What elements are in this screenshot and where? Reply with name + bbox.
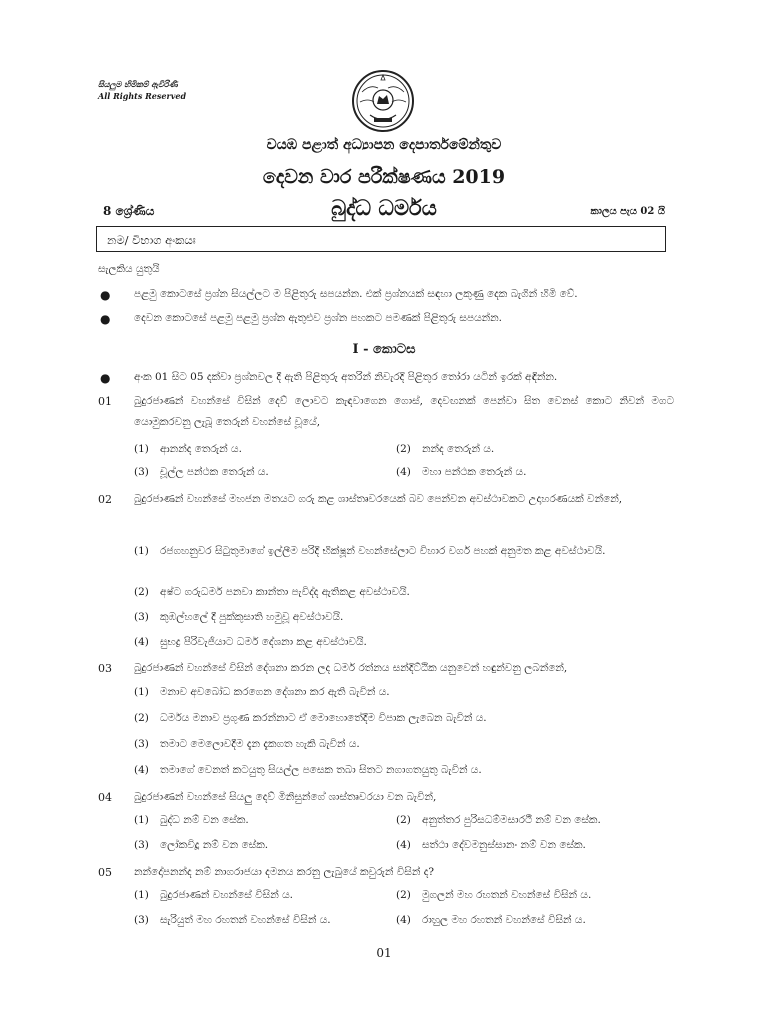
- time-allowed: කාලය පැය 02 යි: [590, 206, 665, 217]
- national-emblem-icon: [350, 68, 416, 134]
- option[interactable]: (3) ලෝකවිදූ නම් වන සේක.: [134, 839, 269, 851]
- option[interactable]: (3) චූල්ල පන්ථක තෙරුන් ය.: [134, 466, 269, 478]
- rights-notice: [98, 78, 186, 102]
- option[interactable]: (4) සත්ථා දේවමනුස්සානං නම් වන සේක.: [396, 839, 586, 851]
- instruction-item: ● දෙවන කොටසේ පළමු පළමු ප්‍රශ්න ඇතුළුව ප්‍රශ්න පහකට පමණක් පිළිතුරු සපයන්න.: [100, 312, 503, 326]
- rights-english: All Rights Reserved: [98, 91, 187, 101]
- option[interactable]: (3) තමාට මෙලොවදීම දැන දැකගත හැකි බැවින් ය.: [134, 738, 360, 750]
- question-number: 02: [98, 493, 112, 506]
- question-number: 03: [98, 662, 112, 675]
- option[interactable]: (4) රාහුල මහ රහතන් වහන්සේ විසින් ය.: [396, 914, 586, 926]
- question-text: නන්දෝපනන්ද නම් නාගරාජයා දමනය කරනු ලැබුයේ කවුරුන් විසින් ද?: [134, 866, 434, 878]
- section-instruction: ● අංක 01 සිට 05 දක්වා ප්‍රශ්නවල දී ඇති පිළිතුරු අතරින් නිවැරදි පිළිතුර තෝරා යටින් ඉරක් අඳින්න.: [100, 371, 558, 385]
- instruction-item: ● පළමු කොටසේ ප්‍රශ්න සියල්ලට ම පිළිතුරු සපයන්න. එක් ප්‍රශ්නයක් සඳහා ලකුණු දෙක බැගින් හිමි වේ.: [100, 288, 578, 302]
- question-text: බුදුරජාණන් වහන්සේ මහජන මතයට ගරු කළ ශාස්තෘවරයෙක් බව පෙන්වන අවස්ථාවකට උදාහරණයක් වන්නේ,: [134, 493, 623, 505]
- question-text: බුදුරජාණන් වහන්සේ විසින් දෙව් ලොවට කැඳවාගෙන ගොස්, දෙවඟනක් පෙන්වා සිත වෙනස් කොට නිවන් මගට යොමුකරවනු ලැබූ තෙරුන් වහන්සේ වූයේ,: [134, 395, 674, 428]
- grade-label: 8 ශ්‍රේණිය: [103, 204, 155, 218]
- exam-title: දෙවන වාර පරීක්ෂණය 2019: [262, 166, 506, 188]
- option[interactable]: (2) අනුත්තර පුරිසධම්මසාරථී නම් වන සේක.: [396, 814, 601, 826]
- option[interactable]: (4) සුභද්‍ර පිරිවැජියාට ධර්ම දේශනා කළ අවස්ථාවයි.: [134, 636, 367, 648]
- instructions-heading: සැලකිය යුතුයි: [98, 263, 160, 275]
- option[interactable]: (2) ධර්මය මනාව ප්‍රගුණ කරන්නාට ඒ මොහොතේදීම විපාක ලැබෙන බැවින් ය.: [134, 712, 487, 724]
- question-text: බුදුරජාණන් වහන්සේ සියලු දෙව් මිනිසුන්ගේ ශාස්තෘවරයා වන බැවින්,: [134, 791, 437, 803]
- option[interactable]: (2) අෂ්ට ගරුධර්ම පනවා කාන්තා පැවිද්ද ඇතිකළ අවස්ථාවයි.: [134, 586, 410, 598]
- option[interactable]: (1) ආනන්ද තෙරුන් ය.: [134, 443, 242, 455]
- option[interactable]: (4) මහා පන්ථක තෙරුන් ය.: [396, 466, 527, 478]
- subject-title: බුද්ධ ධර්මය: [331, 195, 437, 220]
- page-number: 01: [376, 946, 392, 960]
- option[interactable]: (4) තමාගේ වෙනත් කටයුතු සියල්ල පසෙක තබා සිතට නගාගතයුතු බැවින් ය.: [134, 764, 482, 776]
- option[interactable]: (3) කුඹල්හලේ දී පුක්කුසාති හමුවූ අවස්ථාවයි.: [134, 611, 344, 623]
- option[interactable]: (2) මුගලන් මහ රහතන් වහන්සේ විසින් ය.: [396, 889, 592, 901]
- option[interactable]: (1) මනාව අවබෝධ කරගෙන දේශනා කර ඇති බැවින් ය.: [134, 686, 390, 698]
- bullet-icon: ●: [100, 312, 111, 326]
- option[interactable]: (1) බුද්ධ නම් වන සේක.: [134, 814, 249, 826]
- name-index-label: නම/ විභාග අංකයඃ: [107, 233, 196, 247]
- option[interactable]: (3) සැරියුත් මහ රහතන් වහන්සේ විසින් ය.: [134, 914, 331, 926]
- option[interactable]: (2) නන්ද තෙරුන් ය.: [396, 443, 495, 455]
- name-index-box[interactable]: [96, 226, 666, 252]
- question-number: 04: [98, 791, 112, 804]
- question-number: 01: [98, 395, 112, 408]
- question-number: 05: [98, 866, 112, 879]
- option[interactable]: (1) බුදුරජාණන් වහන්සේ විසින් ය.: [134, 889, 293, 901]
- option[interactable]: (1) රජගහනුවර සිටුතුමාගේ ඉල්ලීම පරිදි භික්ෂූන් වහන්සේලාට විහාර වර්ග පහක් අනුමත කළ අවස්ථාවයි.: [134, 545, 606, 557]
- rights-sinhala: සියලුම හිමිකම් ඇවිරිණි: [98, 79, 178, 89]
- section-title: I - කොටස: [352, 342, 416, 357]
- question-text: බුදුරජාණන් වහන්සේ විසින් දේශනා කරන ලද ධර්ම රත්නය සන්දිට්ඨික යනුවෙන් හඳුන්වනු ලබන්නේ,: [134, 662, 568, 674]
- bullet-icon: ●: [100, 371, 111, 385]
- department-name: වයඹ පළාත් අධ්‍යාපන දෙපාර්තමේන්තුව: [266, 137, 502, 153]
- bullet-icon: ●: [100, 288, 111, 302]
